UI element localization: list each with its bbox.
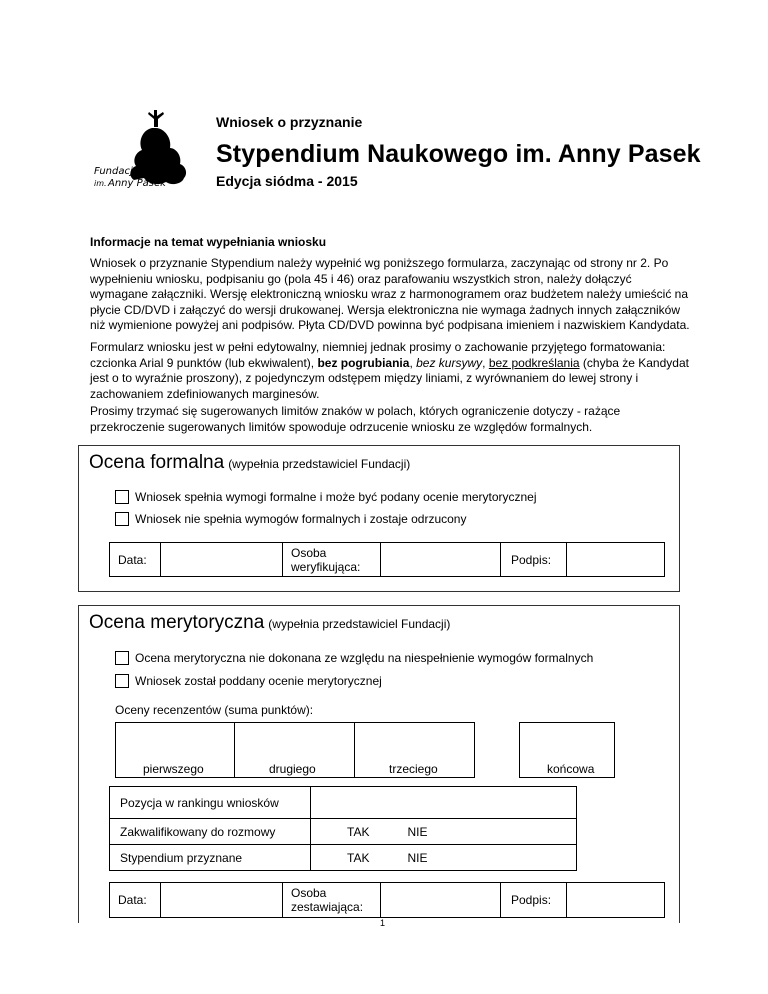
- formal-signature-row: [109, 542, 665, 577]
- date-label: Data:: [109, 542, 161, 577]
- interview-row: [109, 818, 577, 845]
- merit-check-not-done[interactable]: Ocena merytoryczna nie dokonana ze względu na niespełnienie wymogów formalnych: [115, 651, 593, 665]
- merit-assessment-section: [78, 605, 680, 923]
- granted-no[interactable]: NIE: [407, 850, 428, 865]
- form-edition: Edycja siódma - 2015: [216, 173, 358, 189]
- checkbox[interactable]: [115, 651, 129, 665]
- checkbox[interactable]: [115, 674, 129, 688]
- compiler-field[interactable]: [381, 882, 501, 918]
- score-third-label: trzeciego: [389, 762, 438, 776]
- info-paragraph-2: Formularz wniosku jest w pełni edytowalny, niemniej jednak prosimy o zachowanie przyjętego formatowania: czcionka Arial 9 punktów (lub ekwiwalent), bez pogrubiania, bez kursywy, bez podkreślania (chyba że Kandydat jest o to wyraźnie proszony), z pojedynczym odstępem między liniami, z wyrównaniem do lewej strony i zachowaniem zdefiniowanych marginesów.: [90, 340, 689, 401]
- verifier-field[interactable]: [381, 542, 501, 577]
- merit-check-evaluated[interactable]: Wniosek został poddany ocenie merytorycznej: [115, 674, 382, 688]
- logo-name: Anny Pasek: [108, 178, 166, 189]
- form-title: Stypendium Naukowego im. Anny Pasek: [216, 140, 701, 168]
- info-paragraph-1: Wniosek o przyznanie Stypendium należy wypełnić wg poniższego formularza, zaczynając od strony nr 2. Po wypełnieniu wniosku, podpisaniu go (pola 45 i 46) oraz parafowaniu wszystkich stron, należy dołączyć wymagane załączniki. Wersję elektroniczną wniosku wraz z harmonogramem oraz budżetem należy umieścić na płycie CD/DVD i załączyć do wersji drukowanej. Wersja elektroniczna nie wymaga żadnych innych załączników niż wymienione powyżej ani podpisów. Płyta CD/DVD powinna być podpisana imieniem i nazwiskiem Kandydata.: [90, 256, 690, 332]
- interview-no[interactable]: NIE: [407, 824, 428, 839]
- ranking-field[interactable]: [311, 786, 577, 819]
- score-final-label: końcowa: [547, 762, 595, 776]
- sign-label: Podpis:: [501, 542, 567, 577]
- merit-date-field[interactable]: [161, 882, 283, 918]
- document-header: [92, 108, 701, 198]
- formal-section-title: Ocena formalna (wypełnia przedstawiciel Fundacji): [89, 452, 411, 473]
- merit-date-label: Data:: [109, 882, 161, 918]
- logo-prefix: im.: [94, 179, 107, 188]
- checkbox[interactable]: [115, 490, 129, 504]
- merit-section-title: Ocena merytoryczna (wypełnia przedstawiciel Fundacji): [89, 612, 451, 633]
- interview-label: Zakwalifikowany do rozmowy: [109, 818, 311, 845]
- formal-check-rejected[interactable]: Wniosek nie spełnia wymogów formalnych i zostaje odrzucony: [115, 512, 466, 526]
- interview-yes[interactable]: TAK: [347, 824, 370, 839]
- info-heading: Informacje na temat wypełniania wniosku: [90, 235, 327, 249]
- scores-label: Oceny recenzentów (suma punktów):: [115, 703, 314, 717]
- checkbox[interactable]: [115, 512, 129, 526]
- ranking-row: [109, 786, 577, 819]
- formal-assessment-section: [78, 445, 680, 592]
- granted-yes[interactable]: TAK: [347, 850, 370, 865]
- foundation-logo: [92, 108, 202, 192]
- verifier-label: Osoba weryfikująca:: [283, 542, 381, 577]
- date-field[interactable]: [161, 542, 283, 577]
- page-number: 1: [380, 918, 386, 928]
- merit-sign-label: Podpis:: [501, 882, 567, 918]
- granted-label: Stypendium przyznane: [109, 844, 311, 871]
- merit-sign-field[interactable]: [567, 882, 665, 918]
- logo-line1: Fundacja: [94, 166, 139, 177]
- score-first-label: pierwszego: [143, 762, 204, 776]
- granted-row: [109, 844, 577, 871]
- ranking-label: Pozycja w rankingu wniosków: [109, 786, 311, 819]
- compiler-label: Osoba zestawiająca:: [283, 882, 381, 918]
- score-second-label: drugiego: [269, 762, 316, 776]
- formal-check-meets[interactable]: Wniosek spełnia wymogi formalne i może być podany ocenie merytorycznej: [115, 490, 537, 504]
- merit-signature-row: [109, 882, 665, 918]
- sign-field[interactable]: [567, 542, 665, 577]
- info-paragraph-3: Prosimy trzymać się sugerowanych limitów znaków w polach, których ograniczenie dotyczy - rażące przekroczenie sugerowanych limitów spowoduje odrzucenie wniosku ze względów formalnych.: [90, 404, 621, 434]
- form-subtitle: Wniosek o przyznanie: [216, 114, 363, 130]
